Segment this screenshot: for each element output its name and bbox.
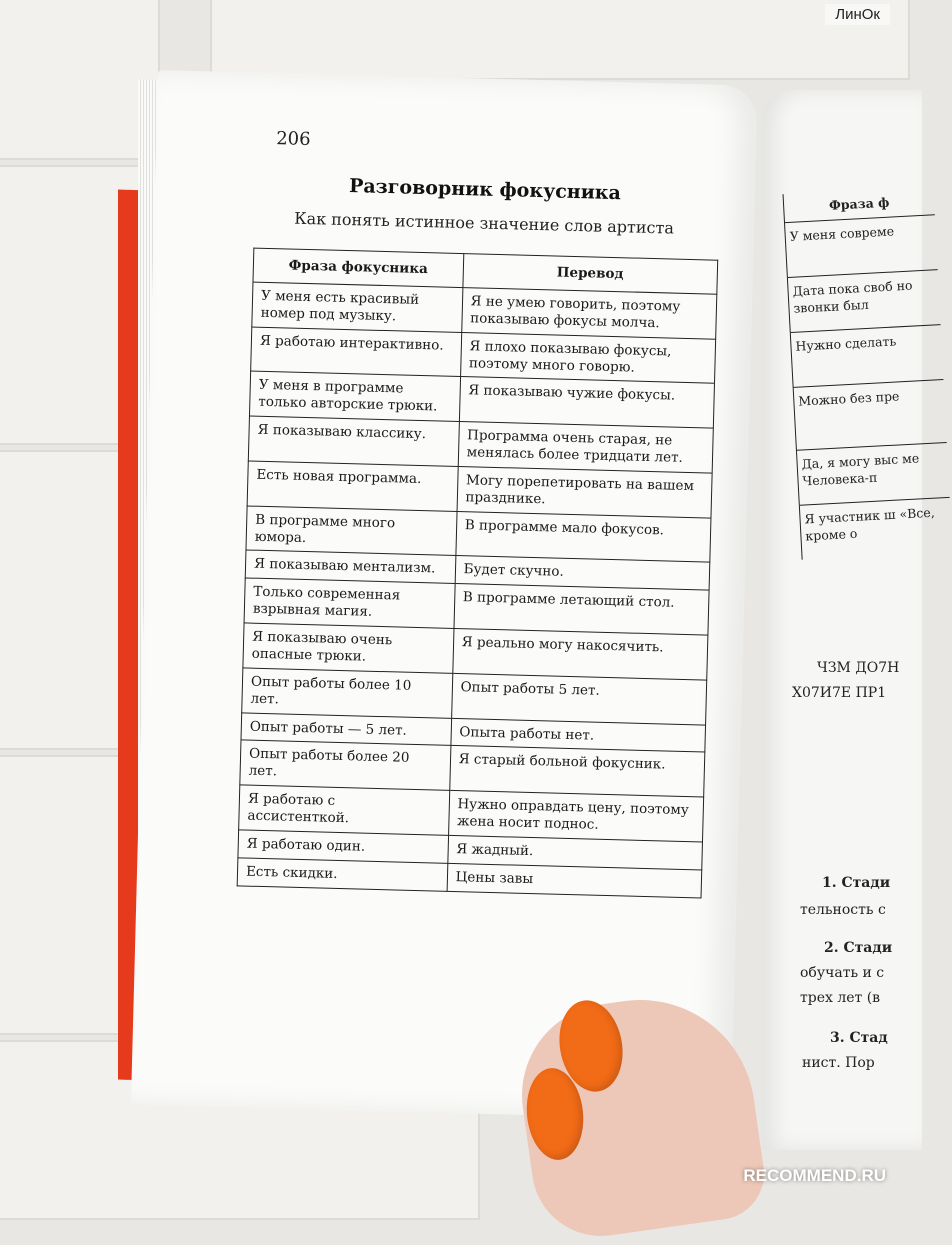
phrase-cell: Опыт работы — 5 лет. bbox=[241, 712, 451, 745]
phrase-cell: Я показываю классику. bbox=[248, 416, 459, 466]
right-page-table bbox=[783, 186, 952, 560]
translation-cell: Будет скучно. bbox=[455, 556, 710, 591]
wall-brick bbox=[210, 0, 910, 80]
right-text-line: Х07И7Е ПР1 bbox=[792, 685, 887, 701]
right-text-line: 2. Стади bbox=[824, 940, 893, 956]
right-table-cell: У меня совреме bbox=[785, 216, 938, 279]
right-text-line: обучать и с bbox=[800, 965, 885, 981]
right-text-line: ЧЗМ ДО7Н bbox=[817, 660, 900, 676]
phrase-cell: У меня есть красивый номер под музыку. bbox=[252, 282, 463, 332]
phrase-cell: Опыт работы более 20 лет. bbox=[240, 740, 451, 790]
phrase-cell: Я показываю ментализм. bbox=[245, 550, 455, 583]
phrase-cell: Я работаю с ассистенткой. bbox=[239, 785, 450, 835]
right-table-cell: Да, я могу выс ме Человека-п bbox=[797, 443, 950, 506]
right-page bbox=[762, 90, 936, 1150]
wall-brick bbox=[0, 0, 160, 160]
translation-cell: Я старый больной фокусник. bbox=[449, 746, 704, 797]
translation-cell: Опыт работы 5 лет. bbox=[451, 673, 706, 724]
translation-cell: Цены завы bbox=[447, 863, 702, 898]
book-page bbox=[131, 70, 758, 1120]
phrase-cell: Есть скидки. bbox=[237, 858, 447, 891]
watermark-author: ЛинОк bbox=[825, 4, 890, 25]
watermark-site: RECOMMEND.RU bbox=[743, 1166, 886, 1185]
right-table-cell: Я участник ш «Все, кроме о bbox=[804, 504, 936, 543]
translation-cell: Я не умею говорить, поэтому показываю фокусы молча. bbox=[461, 287, 716, 338]
phrase-cell: Я работаю интерактивно. bbox=[251, 327, 462, 377]
translation-cell: Могу порепетировать на вашем празднике. bbox=[457, 466, 712, 517]
translation-cell: Я реально могу накосячить. bbox=[452, 628, 707, 679]
translation-cell: Нужно оправдать цену, поэтому жена носит поднос. bbox=[448, 790, 703, 841]
page-subtitle: Как понять истинное значение слов артиста bbox=[294, 208, 675, 238]
right-text-line: трех лет (в bbox=[800, 990, 881, 1006]
phrase-cell: Я показываю очень опасные трюки. bbox=[243, 623, 454, 673]
phrase-cell: Есть новая программа. bbox=[247, 461, 458, 511]
phrasebook-table bbox=[237, 248, 719, 899]
phrase-cell: У меня в программе только авторские трюки. bbox=[249, 371, 460, 421]
right-table-cell: Можно без пре bbox=[794, 380, 947, 451]
column-header-translation: Перевод bbox=[463, 254, 718, 295]
translation-cell: Опыта работы нет. bbox=[451, 718, 706, 753]
phrase-cell: Опыт работы более 10 лет. bbox=[242, 668, 453, 718]
right-text-line: нист. Пор bbox=[802, 1055, 875, 1071]
right-table-cell: Нужно сделать bbox=[791, 325, 944, 388]
right-text-line: 1. Стади bbox=[822, 875, 891, 891]
right-table-cell: Фраза ф bbox=[784, 186, 935, 223]
right-table-cell: Дата пока своб но звонки был bbox=[788, 270, 941, 333]
translation-cell: Я показываю чужие фокусы. bbox=[459, 377, 714, 428]
translation-cell: В программе мало фокусов. bbox=[455, 511, 710, 562]
phrase-cell: Только современная взрывная магия. bbox=[244, 578, 455, 628]
page-number: 206 bbox=[275, 128, 311, 151]
page-title: Разговорник фокусника bbox=[348, 175, 622, 205]
right-text-line: тельность с bbox=[800, 902, 886, 918]
column-header-phrase: Фраза фокусника bbox=[253, 248, 463, 287]
phrase-cell: В программе много юмора. bbox=[246, 506, 457, 556]
phrase-cell: Я работаю один. bbox=[238, 830, 448, 863]
wall-brick bbox=[0, 755, 130, 1035]
translation-cell: В программе летающий стол. bbox=[454, 584, 709, 635]
translation-cell: Я плохо показываю фокусы, поэтому много говорю. bbox=[460, 332, 715, 383]
translation-cell: Я жадный. bbox=[447, 835, 702, 870]
translation-cell: Программа очень старая, не менялась более тридцати лет. bbox=[458, 422, 713, 473]
right-text-line: 3. Стад bbox=[830, 1030, 888, 1046]
